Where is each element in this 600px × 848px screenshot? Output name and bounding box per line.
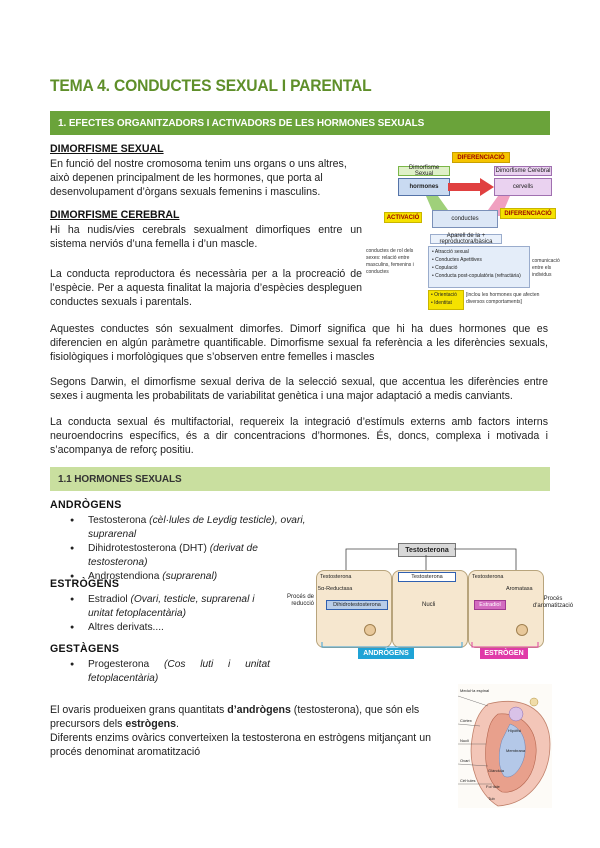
estrogens-heading: ESTRÒGENS [50, 578, 120, 590]
paragraph-conducta-reproductora: La conducta reproductora és necessària per a la procreació de l’espècie. Per a aquesta finalitat la majoria d’espècies despleguen conductes sexuals i parentals. [50, 268, 362, 308]
hormones-box: hormones [398, 178, 450, 196]
list-item: ● Testosterona (cèl·lules de Leydig testicle), ovari, suprarenal [50, 514, 350, 542]
paragraph-dimorfes: Aquestes conductes són sexualment dimorfes. Dimorf significa que hi ha dues hormones que es diferencien en algún paràmetre quantificable. Dimorfisme sexual fa referència a les diferències sexuals, fisiològiques i morfològiques que s’observen entre femelles i mascles [50, 323, 548, 363]
nucleus-right-icon [516, 624, 528, 636]
paragraph-darwin: Segons Darwin, el dimorfisme sexual deriva de la selecció sexual, que accentua les diferències entre sexes i augmenta les probabilitats de variabilitat genètica i una major adaptació a medis canviants. [50, 376, 548, 402]
gestagens-heading: GESTÀGENS [50, 643, 120, 655]
left-note: conductes de rol dels sexes: relació entre masculins, femenins i conductes [366, 248, 414, 275]
anatomy-label: Hipòfisi [508, 728, 522, 733]
arrow-red-icon [448, 178, 494, 196]
gestagens-list [50, 658, 270, 686]
conductes-list [428, 246, 530, 288]
diagram-dimorfisme [366, 150, 560, 308]
anatomy-label: Fol·licle [486, 784, 500, 789]
cervells-box: cervells [494, 178, 552, 196]
anatomy-label: Glàndula [488, 768, 505, 773]
aparell-box: Aparell de la + reproductora/bàsica [430, 234, 502, 244]
list-item: • Atracció sexual [432, 249, 469, 255]
proces-reduccio-label: Procés de reducció [286, 594, 314, 607]
nucleus-left-icon [364, 624, 376, 636]
list-item: ● Progesterona (Cos luti i unitat fetoplacentària) [50, 658, 270, 686]
list-item: • Conductes Apetitives [432, 257, 482, 263]
anatomy-label: Tub [488, 796, 495, 801]
dimorfisme-sexual-heading: DIMORFISME SEXUAL [50, 143, 164, 155]
anatomy-illustration [458, 684, 552, 808]
anatomy-label: Ovari [460, 758, 470, 763]
estradiol-box: Estradiol [474, 600, 506, 610]
paragraph-multifactorial: La conducta sexual és multifactorial, requereix la integració d’estímuls externs amb factors interns neuroendocrins específics, és a dir concentracions d’hormones. És, doncs, complexa i motivada i s’acompanya de reforç positiu. [50, 416, 548, 456]
t-right-label: Testosterona [472, 574, 504, 580]
dht-box: Dihidrotestosterona [326, 600, 388, 610]
dimorfisme-cerebral-box: Dimorfisme Cerebral [495, 168, 551, 174]
testosterona-top-box: Testosterona [398, 543, 456, 557]
section-heading-1: 1. EFECTES ORGANITZADORS I ACTIVADORS DE LES HORMONES SEXUALS [50, 111, 550, 135]
aromatase-label: Aromatasa [506, 586, 533, 592]
paragraph-enzims: Diferents enzims ovàrics converteixen la testosterona en estrògens mitjançant un procés denominat aromatització [50, 732, 431, 758]
estrogen-tag: ESTRÒGEN [480, 648, 528, 659]
t-mid-box: Testosterona [398, 572, 456, 582]
list-item: ● Estradiol (Ovari, testicle, suprarenal i unitat fetoplacentària) [50, 593, 270, 621]
estrogens-list [50, 593, 270, 635]
dimorfisme-sexual-text: En funció del nostre cromosoma tenim uns organs o uns altres, això depenen principalment de les hormones, que porta al desenvolupament d’òrgans sexuals femenins i masculins. [50, 158, 347, 198]
diferenciacio-right-label: DIFERENCIACIÓ [500, 208, 556, 219]
activacio-label: ACTIVACIÓ [384, 212, 422, 223]
nucli-label: Nucli [422, 602, 436, 608]
proces-aromatitzacio-label: Procés d'aromatització [532, 596, 574, 609]
anatomy-label: Nucli [460, 738, 469, 743]
diferenciacio-top-label: DIFERENCIACIÓ [452, 152, 510, 163]
identitat-label: • Identitat [431, 300, 452, 306]
orientacio-label: • Orientació [431, 292, 457, 298]
list-item: ● Androstendiona (suprarenal) [50, 570, 350, 584]
ovary-anatomy-icon [458, 684, 552, 808]
t-left-label: Testosterona [320, 574, 352, 580]
anatomy-label: Cèl·lules [460, 778, 476, 783]
conductes-box: conductes [432, 210, 498, 228]
section-heading-1-1: 1.1 HORMONES SEXUALS [50, 467, 550, 491]
dimorfisme-sexual-box: Dimorfisme Sexual [398, 166, 450, 176]
list-item: • Conducta post-copulatòria (refractària) [432, 273, 521, 279]
dimorfisme-cerebral-heading: DIMORFISME CEREBRAL [50, 209, 180, 221]
anatomy-label: Membrana [506, 748, 526, 753]
right-note: comunicació entre els individus [532, 258, 560, 278]
dimorfisme-cerebral-text: Hi ha nudis/vies cerebrals sexualment dimorfiques entre un sistema nerviós d’una femella i d’un mascle. [50, 224, 362, 250]
list-item: ● Altres derivats.... [50, 621, 270, 635]
list-item: • Copulació [432, 265, 458, 271]
bottom-note: [inclou les hormones que afecten diversos comportaments] [466, 292, 540, 305]
androgens-heading: ANDRÒGENS [50, 499, 122, 511]
page-title: TEMA 4. CONDUCTES SEXUAL I PARENTAL [50, 76, 372, 95]
orientacio-box [428, 290, 464, 310]
reductase-label: 5α-Reductasa [318, 586, 353, 592]
anatomy-label: Medul·la espinal [460, 688, 490, 693]
list-item: ● Dihidrotestosterona (DHT) (derivat de testosterona) [50, 542, 284, 570]
diagram-testosterona [282, 540, 574, 660]
anatomy-label: Còrtex [460, 718, 472, 723]
androgens-tag: ANDRÒGENS [358, 648, 414, 659]
paragraph-ovaris: El ovaris produeixen grans quantitats d’andrògens (testosterona), que són els precursors dels estrògens. [50, 704, 420, 730]
